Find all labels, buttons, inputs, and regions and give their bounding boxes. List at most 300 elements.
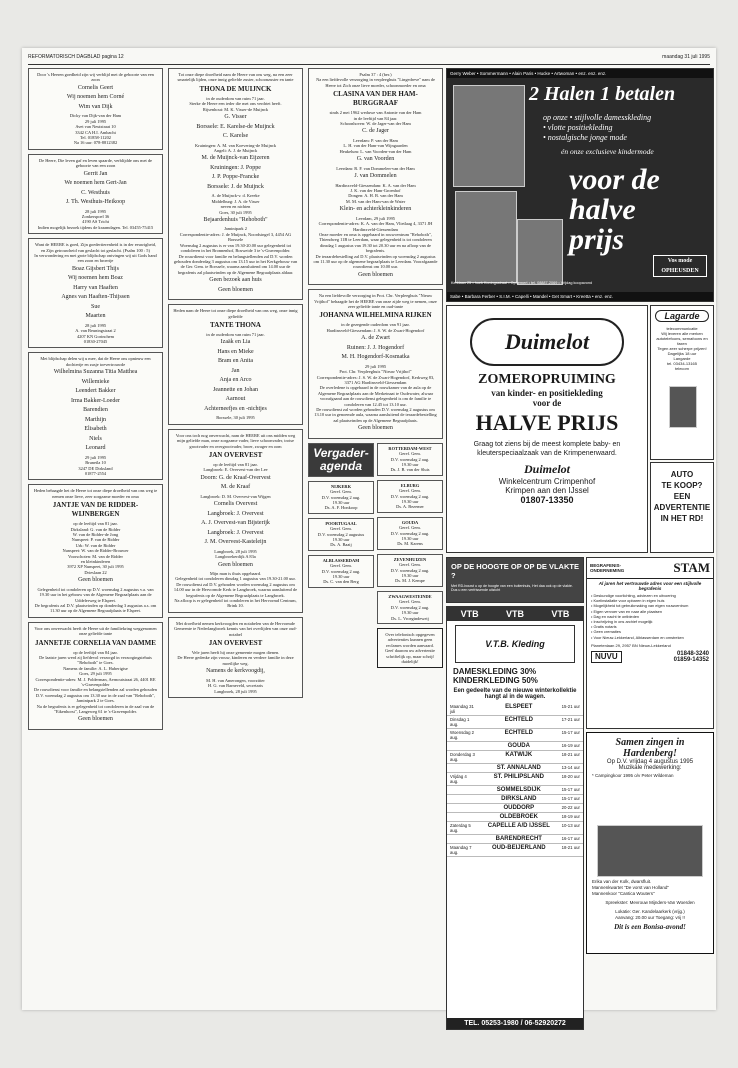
announcement-line: Leerdam, 29 juli 1995 (355, 215, 396, 221)
announcement-line: C. Karelse (222, 133, 249, 140)
ad-bottom-strip: Sabe • Barbara Ferber • S.I.M. • Capelli • Mandel • Get Smart • Kreetta • enz. enz. (447, 292, 713, 301)
col1-announcement (28, 352, 163, 480)
duim-l6: Duimelot (523, 462, 570, 476)
announcement-line: Jaminipark 2 (224, 226, 247, 232)
stam-item: • Mogelijkheid tot gebruikmaking van eigen rouwcentrum (591, 603, 689, 609)
vtb-day (450, 814, 476, 820)
agenda-item-line: D.V. woensdag 2 aug. (321, 494, 361, 500)
announcement-line: Indien mogelijk bezoek tijdens de kraamdagen. Tel. 03455-75415 (37, 224, 154, 230)
samen-item: Mannenkoor "Cantica Wouters" (592, 891, 655, 896)
vtb-logo: VTB (460, 609, 479, 619)
announcement-line: Langbroek, 28 juli 1995 (214, 548, 257, 554)
duim-l8: Krimpen aan den IJssel (505, 486, 589, 495)
announcement-line: Kruiningen: J. Poppe (210, 164, 261, 171)
announcement-line: Langbroek: E. Overvest-van der Lee (203, 467, 268, 473)
auto-line: IN HET RD! (660, 514, 704, 523)
vtb-day: Zaterdag 5 aug. (450, 823, 471, 833)
vtb-day (450, 796, 476, 802)
vtb-day (450, 805, 476, 811)
announcement-line: 28 juli 1995 (84, 322, 107, 328)
announcement-line: Boaz Gijsbert Thijs (72, 265, 119, 272)
vtb-place: DIRKSLAND (501, 796, 537, 802)
announcement-line: Hans en Mieke (217, 348, 254, 355)
announcement-line: M. H. Hogendorf-Kosmatka (341, 354, 410, 361)
agenda-item-line: Ds. L. Vroegindeweij (391, 615, 429, 621)
agenda-item-line: 19.30 uur (401, 573, 419, 579)
vtb-day (450, 836, 476, 842)
announcement-line: De rouwdienst voor familie en belangstellenden zal D.V. worden gehouden donderdag 3 augustus om 13.15 uur in het Kerkgebouw van de Ger. Gem. te Borssele, waarna aansluitend om 14.00 uur de begrafenis zal plaatsvinden op de Algemene Begraafplaats aldaar. (173, 253, 298, 275)
lagarde-line: Wij leveren alle merken autotelefoons, semafoons en faxen (656, 331, 708, 346)
agenda-item (377, 554, 443, 587)
lagarde-line: Dagelijks 18 uur (667, 351, 697, 356)
ad-auto-te-koop[interactable] (650, 462, 714, 553)
announcement-line: THONA DE MUIJNCK (199, 84, 272, 93)
announcement-line: in de ouderdom van ruim 71 jaar. (206, 331, 265, 337)
announcement-line: Langbroek: J. Overvest (207, 510, 264, 517)
column-2 (168, 68, 303, 1004)
announcement-line: JANNETJE CORNELIA VAN DAMME (35, 638, 156, 647)
announcement-line: 3247 DE Dirksland (78, 465, 113, 471)
announcement-line: L. H. van der Ham-van Wijngaarden (343, 143, 408, 149)
duim-l9: 01807-13350 (520, 495, 574, 505)
announcement-line: Gelegenheid tot condoleren op D.V. woensdag 2 augustus v.a. van 19.30 uur in het gebouw van de Algemene Begraafplaats aan de Uddelerweg te Elspeet. (37, 586, 154, 603)
announcement-line: op de leeftijd van 84 jaar. (73, 649, 118, 655)
announcement-line: Doorn: G. de Kraaf-Overvest (200, 474, 271, 481)
announcement-line: J. K. van der Ham-Groenhof (350, 187, 401, 193)
announcement-line: CLASINA VAN DER HAM-BURGGRAAF (333, 90, 418, 108)
vtb-place: ST. PHILIPSLAND (493, 774, 544, 780)
samen-item: Erika van der Kolk, dwarsfluit. (592, 879, 652, 884)
announcement-line: 28 juli 1995 (84, 208, 107, 214)
vtb-time: 15-17 uur (561, 796, 580, 801)
announcement-line: Bruneila 10 (85, 460, 106, 466)
announcement-line: Correspondentie-adres: K. A. van der Ham, Vlietlaag 4, 3371 JH Hardinxveld-Giessendam (318, 221, 433, 232)
agenda-item-title: ELBURG (400, 482, 420, 488)
announcement-line: Rijsenhout: M. K. Visser-de Muijnck (202, 106, 269, 112)
announcement-line: G. van Voorden (356, 156, 395, 163)
ad-strip: Gerry Weber • Sommermann • Alain Paris • Hucke • Artwoman • enz. enz. enz. (447, 69, 713, 78)
announcement-line: op de leeftijd van 81 jaar. (73, 521, 118, 527)
lagarde-line: telecommunicatie (666, 326, 698, 331)
announcement-line: Leerdam: P. van der Ham (353, 137, 398, 143)
agenda-item-line: 19.30 uur (401, 499, 419, 504)
agenda-item-line: 19.30 uur (401, 536, 419, 542)
stam-item: • Gratis notaris (591, 624, 617, 630)
announcement-line: M. de Muijnck-van Eijzeren (201, 155, 270, 162)
announcement-line: Middelburg: J. A. de Visser (211, 198, 260, 204)
announcement-line: Dicky van Dijk-van der Ham (69, 113, 122, 119)
agenda-block (308, 443, 443, 673)
announcement-line: Want de HEERE is goed, Zijn goedertierenheid is in der eeuwigheid, en Zijn getrouwheid van geslacht tot geslacht. (Psalm 100 : 5) (34, 242, 157, 253)
announcement-line: G. Visser (224, 114, 247, 121)
model-photo (455, 191, 517, 283)
announcement-line: Correspondentie-adres: J. S. W. de Zwart-Hogendorf, Kerkweg 83, 3371 AG Hardinxveld-Giessendam (316, 374, 435, 385)
agenda-item-title: ZWAAGWESTEINDE (388, 593, 432, 599)
stam-item: • Deskundige voorlichting, adviezen en uitvoering (591, 593, 676, 598)
vtb-time: 18-20 uur (561, 774, 580, 779)
announcement-line: in de leeftijd van 84 jaar. (353, 115, 398, 121)
vtb-line2: KINDERKLEDING 50% (453, 676, 538, 685)
vtb-day: Dinsdag 1 aug. (450, 717, 470, 727)
auto-line: EEN (673, 492, 691, 501)
announcement-line: Gelegenheid tot condoleren dinsdag 1 augustus van 19.30-21.00 uur. (175, 576, 296, 582)
announcement-line: J. P. Poppe-Francke (211, 174, 260, 181)
announcement-line: 29 juli 1995 (84, 454, 107, 460)
agenda-item-line: Geref. Gem. (330, 489, 352, 495)
announcement-line: JANTJE VAN DE RIDDER-WIJNBERGEN (52, 501, 139, 519)
announcement-line: De teraardebestelling zal D.V. plaatsvinden op woensdag 2 augustus om 11.30 uur op de algemene begraafplaats te Leerdam. Voorafgaande rouwdienst om 10.00 uur. (313, 253, 438, 270)
announcement-line: Goes, 29 juli 1995 (79, 671, 112, 677)
agenda-item-line: Ds. J. B. van der Sluis (390, 467, 430, 473)
agenda-item-line: D.V. woensdag 2 aug. (390, 456, 430, 462)
stam-item: • Voor Nieuw-Lekkerland, Alblasserdam en omstreken (591, 634, 684, 640)
stam-phone1: 01848-3240 (676, 650, 709, 657)
lagarde-line: tel. 03434-13165 (666, 361, 698, 366)
vtb-day (450, 765, 476, 771)
stam-phone2: 01859-14352 (673, 656, 709, 663)
agenda-item-line: Geref. Gem. (399, 451, 421, 457)
agenda-item-title: NIJKERK (330, 483, 351, 489)
ad-duimelot[interactable] (446, 305, 648, 553)
nuvu-logo: NUVU (591, 651, 622, 663)
shop-logo: Vos mode OPHEUSDEN (653, 255, 707, 277)
announcement-line: Harry van Haaften (73, 284, 118, 291)
agenda-item (377, 591, 443, 624)
agenda-item (308, 481, 374, 514)
col1-announcement (28, 622, 163, 730)
ad-op-de-hoogte[interactable] (446, 557, 584, 603)
agenda-item-title: ROTTERDAM-WEST (388, 445, 432, 451)
announcement-line: Anja en Arco (219, 377, 252, 384)
agenda-item-line: 19.30 uur (332, 537, 350, 542)
vtb-row (447, 773, 583, 786)
samen-item: * Campingkoor 1995 o/v Peter Wildeman (592, 773, 674, 778)
agenda-item-line: D.V. woensdag 2 augustus (317, 531, 365, 537)
vtb-row (447, 804, 583, 813)
announcement-line: Cornelis Geert (77, 84, 114, 91)
announcement-line: Geen bloemen (78, 577, 113, 584)
agenda-item (377, 443, 443, 476)
announcement-line: Izaäk en Lia (220, 339, 251, 346)
announcement-line: Langbroek: D. M. Overvest-van Wijgen (200, 493, 271, 499)
vtb-truck: V.T.B. Kleding (455, 625, 575, 663)
announcement-line: De rouwdienst zal D.V. gehouden worden woensdag 2 augustus om 14.00 uur in de Hervormde Kerk te Langbroek, waarna aansluitend de begrafenis op de Algemene Begraafplaats te Langbroek. (173, 581, 298, 598)
vtb-row (447, 742, 583, 751)
masthead (28, 54, 710, 65)
duim-l5: Graag tot ziens bij de meest komplete baby- en kleuterspeciaalzaak van de Krimpenerwaard. (473, 441, 621, 457)
announcement-line: De Heere gedenke zijn vrouw, kinderen en verdere familie in deze moeilijke weg. (177, 655, 294, 666)
duim-l1: ZOMEROPRUIMING (478, 372, 616, 387)
announcement-line: De Heere, Die leven gaf en leven spaarde, verblijdde ons met de geboorte van een zoon (38, 157, 152, 169)
announcement-line: Langbroek, 28 juli 1995 (214, 688, 257, 694)
announcement-line: Tot onze diepe droefheid nam de Heere van ons weg, na een zeer smartelijk lijden, onze innig geliefde zuster, schoonzuster en tante (177, 72, 294, 83)
announcement-line: Willemieke (81, 378, 110, 385)
announcement-line: 01830-27045 (83, 339, 108, 345)
announcement-line: Correspondentie-adres: M. J. Polderman, Aernoutstraat 26, 4401 RE 's-Gravenpolder (35, 676, 156, 688)
stam-name: STAM (673, 560, 710, 575)
announcement-line: Geen bloemen (218, 286, 253, 293)
announcement-line: C. Westhuis (81, 189, 110, 196)
ad-vtb-kleding[interactable] (446, 606, 584, 1030)
stam-item: • Koelinstallatie voor opbaren in eigen huis (591, 598, 665, 604)
vtb-time: 20-22 uur (561, 805, 580, 810)
vtb-place: ST. ANNALAND (496, 765, 541, 771)
announcement-line: Goes, 30 juli 1995 (219, 209, 252, 215)
announcement-line: Wij noemen hem Corné (66, 94, 125, 101)
vtb-place: SOMMELSDIJK (496, 787, 541, 793)
vtb-logo: VTB (505, 609, 524, 619)
agenda-item-line: D.V. woensdag 2 aug. (390, 604, 430, 610)
announcement-line: Geen bezoek aan huis (209, 277, 262, 284)
duim-l4: HALVE PRIJS (475, 410, 619, 435)
announcement-line: Vele jaren heeft hij onze gemeente mogen dienen. (191, 650, 280, 656)
announcement-line: W. van de Ridder-de Jong (72, 532, 119, 537)
agenda-item-line: Geref. Gem. (330, 563, 352, 569)
agenda-item-line: Ds. A. Baaij (330, 542, 352, 548)
announcement-line: Heukelum: L. van Voorden-van der Ham (339, 148, 412, 154)
agenda-item-title: ZEVENHUIZEN (393, 556, 427, 562)
announcement-line: Voorschoten: M. van de Ridder (68, 553, 123, 559)
announcement-line: Marthijn (85, 416, 106, 423)
announcement-line: Nunspeet: P. van de Ridder (71, 537, 120, 543)
announcement-line: Heden nam de Heere tot onze diepe droefheid van ons weg, onze innig geliefde (173, 308, 298, 319)
ad-lagarde[interactable] (650, 305, 714, 460)
col1-announcement (28, 68, 163, 150)
announcement-line: 29 juli 1995 (364, 363, 387, 369)
stam-item: • Eigen vervoer van en naar alle plaatsen (591, 608, 663, 614)
announcement-line: Prot. Chr. Verpleeghuis "Nieuw Vrijthof" (339, 369, 412, 375)
announcement-line: A. van Beuningstraat 2 (75, 328, 116, 334)
duim-l7: Winkelcentrum Crimpenhof (498, 477, 596, 486)
duim-l3: voor de (532, 398, 562, 408)
announcement-line: Nunspeet: W. van de Ridder-Brouwer (62, 548, 129, 554)
announcement-line: Na een liefdevolle verzorging in Prot. Chr. Verpleeghuis "Nieuw Vrijthof" behaagde het de HEERE van onze zijde weg te nemen, onze zeer geliefde tante en oud-tante (314, 293, 437, 310)
announcement-line: Sue (91, 303, 100, 310)
announcement-line: 4190 AS Tricht (82, 219, 109, 225)
vtb-time: 18-21 uur (561, 752, 580, 757)
announcement-line: Voor ons toch nog onverwacht, nam de HEERE uit ons midden weg mijn geliefde man, onze zorgzame vader, lieve schoonvader, trotse grootvader en overgrootvader, broer, zwager en oom (175, 432, 296, 449)
vtb-day: Maandag 31 juli (450, 704, 474, 714)
duimelot-logo: Duimelot (470, 318, 624, 366)
announcement-line: Wij noemen hem Boaz (68, 275, 123, 282)
auto-line: TE KOOP? (661, 481, 703, 490)
column-3 (308, 68, 443, 1004)
announcement-line: Aarnout (225, 396, 246, 403)
lagarde-line: Langarde (673, 356, 691, 361)
announcement-line: Namens de kerkvoogdij, (206, 668, 265, 675)
samen-foot: Dit is een Bonisa-avond! (614, 923, 686, 931)
agenda-notice-line: Geef daarom uw advertentie schriftelijk op, maar schrijf duidelijk! (385, 648, 435, 664)
announcement-line: 3342 CA H.I. Ambacht (75, 129, 116, 135)
announcement-line: Voor ons onverwacht heeft de Heere uit de familiekring weggenomen onze geliefde tante (34, 625, 157, 637)
announcement-line: in de ouderdom van ruim 71 jaar. (206, 95, 265, 101)
announcement-line: Geen bloemen (218, 561, 253, 568)
announcement-line: JOHANNA WILHELMINA RIJKEN (319, 311, 432, 320)
hoog-title: OP DE HOOGTE OP OP DE VLAKTE ? (451, 562, 579, 580)
model-photo (517, 219, 563, 285)
announcement-line: Gerrit Jan (83, 170, 108, 177)
announcement-line: A. de Muijnck-v. d. Kreeke (211, 193, 260, 199)
samen-location: Lokatie: Ger. Kandelaarkerk (vrijg.) (615, 909, 685, 914)
stam-item: • Inschrijving in ons archief mogelijk (591, 619, 653, 625)
announcement-line: Wilhelmina Suzanna Titia Matthea (53, 369, 138, 376)
announcement-line: Met blijdschap delen wij u mee, dat de Heere ons opnieuw een dochtertje en zusje toevertrouwde (40, 356, 151, 367)
ad-headline: 2 Halen 1 betalen (529, 83, 676, 105)
vtb-row (447, 844, 583, 857)
agenda-item-line: D.V. woensdag 2 aug. (321, 568, 361, 574)
col2-announcement (168, 429, 303, 613)
vtb-time: 18-21 uur (561, 845, 580, 850)
announcement-line: Door 's Heeren goedheid zijn wij verblijd met de geboorte van een zoon (37, 72, 154, 83)
announcement-line: Sterke de Heere een ieder die met ons verdriet heeft. (189, 101, 282, 107)
stam-item: • Geen crematies (591, 629, 621, 635)
announcement-line: Hardinxveld-Giessendam: K. A. van der Ham (335, 182, 416, 188)
announcement-line: Dongen: A. H. B. van der Ham (348, 193, 403, 199)
announcement-line: 3972 XP Nunspeet, 30 juli 1995 (67, 564, 124, 570)
samen-speaker: Spreekster: Mevrouw Mijnders-Van Woerden (605, 900, 695, 905)
announcement-line: Psalm 37 : 4 (ber.) (359, 72, 392, 77)
col3-announcement (308, 289, 443, 439)
lagarde-line: Tegen zeer scherpe prijzen! (657, 346, 707, 351)
announcement-line: De overledene is opgebaard in de rouwkamer van de aula op de Algemene Begraafplaats aan de Merketnaat te Oudewater, alwaar voorafgaand aan de rouwdienst gelegenheid is om de familie te condoleren van 12.45 tot 13.10 uur. (317, 385, 434, 407)
announcement-line: Bejaardenhuis "Rehoboth" (203, 216, 268, 223)
announcement-line: Na een liefdevolle verzorging in verpleeghuis "Lingedreve" nam de Heere tot Zich onze lieve moeder, schoonmoeder en oma (316, 77, 435, 88)
vtb-place: ECHTELD (504, 717, 533, 723)
agenda-item-line: 19.30 uur (332, 499, 350, 505)
stam-tag: Al jaren het vertrouwde adres voor een stijlvolle begrafenis (598, 581, 702, 591)
vtb-time: 15-17 uur (561, 787, 580, 792)
announcement-line: De laatste jaren werd zij liefdevol verzorgd in verzorgingstehuis "Rehoboth" te Goes. (39, 655, 152, 666)
vtb-time: 17-21 uur (561, 717, 580, 722)
vtb-row (447, 729, 583, 742)
announcement-line: M. M. van der Ham-van de Water (345, 198, 406, 204)
lagarde-logo: Lagarde (655, 310, 709, 322)
auto-line: AUTO (670, 470, 694, 479)
announcement-line: J. van Dommelen (354, 173, 397, 180)
vtb-row (447, 786, 583, 795)
vtb-row (447, 835, 583, 844)
vtb-time: 16-17 uur (561, 836, 580, 841)
announcement-line: 29 juli 1995 (84, 118, 107, 124)
announcement-line: Heden behaagde het de Heere tot onze diepe droefheid van ons weg te nemen onze lieve, zeer zorgzame moeder en oma (33, 488, 158, 499)
col2-announcement (168, 617, 303, 698)
announcement-line: Leendert Bakker (75, 388, 116, 395)
announcement-line: Ruinen: J. J. Hogendorf (346, 344, 405, 351)
column-1 (28, 68, 163, 1004)
announcement-line: De rouwdienst voor familie en belangstellenden zal worden gehouden D.V. woensdag 2 augustus om 13.30 uur in de zaal van "Rehoboth", Jaminipark 2 te Goes. (34, 687, 157, 704)
ad-samen-zingen[interactable] (586, 732, 714, 954)
announcement-line: Geen bloemen (78, 716, 113, 723)
vtb-time: 18-19 uur (561, 814, 580, 819)
vtb-place: BARENDRECHT (495, 836, 542, 842)
vtb-day: Maandag 7 aug. (450, 845, 472, 855)
flute-photo (597, 825, 703, 877)
duim-l2: van kinder- en positiekleding (491, 388, 603, 398)
vtb-place: OLDEBROEK (499, 814, 538, 820)
vtb-note: Een gedeelte van de nieuwe winterkollektie hangt al in de wagen. (453, 688, 577, 700)
vtb-logo: VTB (551, 609, 570, 619)
agenda-item-line: Ds. A. Bezemer (396, 504, 424, 510)
announcement-line: Achterneefjes en -nichtjes (204, 405, 267, 412)
samen-time: Aanvang: 20.00 uur Toegang: vrij !! (615, 915, 685, 920)
vtb-time: 15-17 uur (561, 730, 580, 735)
vtb-time: 13-14 uur (561, 765, 580, 770)
ad-big: voor de halve prijs (569, 163, 660, 256)
agenda-item-line: Geref. Gem. (330, 526, 352, 532)
agenda-item-title: POORTUGAAL (325, 520, 357, 526)
vtb-row (447, 703, 583, 716)
announcement-line: Bram en Anita (218, 358, 253, 365)
samen-l2: Hardenberg! (623, 748, 677, 759)
announcement-line: M. de Kraaf (220, 484, 251, 491)
announcement-line: Irma Bakker-Loeder (70, 397, 121, 404)
lagarde-line: telecom (674, 366, 689, 371)
announcement-line: We noemen hem Gert-Jan (64, 180, 127, 187)
announcement-line: Borssele, 30 juli 1995 (216, 415, 255, 421)
announcement-line: Jan (231, 367, 240, 374)
announcement-line: Barendien (83, 407, 108, 414)
vtb-time: 15-21 uur (561, 704, 580, 709)
announcement-line: 4207 KN Gorinchem (76, 333, 115, 339)
announcement-line: C. de Jager (362, 128, 389, 135)
samen-l3: Op D.V. vrijdag 4 augustus 1995 (606, 759, 694, 765)
vtb-place: GOUDA (507, 743, 530, 749)
col3-announcement (308, 68, 443, 285)
masthead-left: REFORMATORISCH DAGBLAD pagina 12 (28, 54, 124, 60)
agenda-title: Vergader-agenda (308, 443, 374, 477)
vtb-row (447, 813, 583, 822)
agenda-item-line: Ds. A. F. Honkoop (324, 505, 358, 511)
col1-announcement (28, 238, 163, 348)
announcement-line: Leonard (85, 445, 106, 452)
vtb-place: OUD-BEIJERLAND (491, 845, 546, 851)
ad-address: Kerklaan 25 • hoek Koningsstraat • Ophemert • tel. 08887-2069 • Vrijdag koopavond (451, 281, 593, 285)
phone-image (669, 386, 697, 428)
announcement-line: De rouwdienst zal worden gehouden D.V. woensdag 2 augustus om 13.10 uur in genoemde aula, waarna aansluitend de teraardebestelling zal plaatsvinden op de Algemene Begraafplaats. (314, 407, 437, 423)
vtb-row (447, 795, 583, 804)
auto-line: ADVERTENTIE (653, 503, 711, 512)
samen-l1: Samen zingen in (615, 737, 685, 748)
ad-bullets: op onze • stijlvolle damesskleding • vlotte positiekleding • nostalgische jonge mode (543, 113, 652, 142)
announcement-line: JAN OVERVEST (208, 639, 263, 648)
agenda-notice (377, 628, 443, 668)
announcement-line: Langbroekerdijk A 83a (215, 554, 256, 560)
announcement-line: A. de Zwart (361, 335, 390, 342)
announcement-line: Angeli: A. J. de Muijnck (213, 147, 258, 153)
vtb-row (447, 716, 583, 729)
announcement-line: J. M. Overvest-Kasteleijn (204, 539, 267, 546)
announcement-line: Borssele: E. Karelse-de Muijnck (196, 123, 275, 130)
agenda-item (308, 518, 374, 551)
ad-begrafenis-stam[interactable] (586, 557, 714, 729)
announcement-line: Na 16 uur: 078-8812382 (73, 140, 118, 146)
stam-item: • Dag en nacht te ontbieden (591, 613, 640, 619)
announcement-line: Zonkerspoel 36 (81, 213, 110, 219)
announcement-line: sinds 2 mei 1962 weduwe van Antonie van der Ham (329, 110, 422, 116)
announcement-line: Klein- en achterkleinkinderen (339, 206, 412, 213)
samen-l4: Muzikale medewerking: (618, 765, 682, 771)
vtb-day: Donderdag 3 aug. (450, 752, 475, 762)
announcement-line: Onze moeder en oma is opgebaard in rouwcentrum "Rehoboth", Thiendweg 11B te Leerdam, waar gelegenheid is tot condoleren dinsdag 1 augustus van 19.30 tot 20.30 uur en na afloop van de begrafenis. (319, 231, 432, 254)
vtb-place: ECHTELD (504, 730, 533, 736)
announcement-line: Drieslaan 22 (84, 569, 107, 575)
newspaper-page (22, 48, 716, 1027)
ad-mid: én onze exclusieve kindermode (561, 147, 654, 156)
vtb-row (447, 751, 583, 764)
ad-vos-mode[interactable] (446, 68, 714, 302)
agenda-item-line: Geref. Gem. (399, 599, 421, 605)
announcement-line: Geen bloemen (358, 271, 393, 278)
